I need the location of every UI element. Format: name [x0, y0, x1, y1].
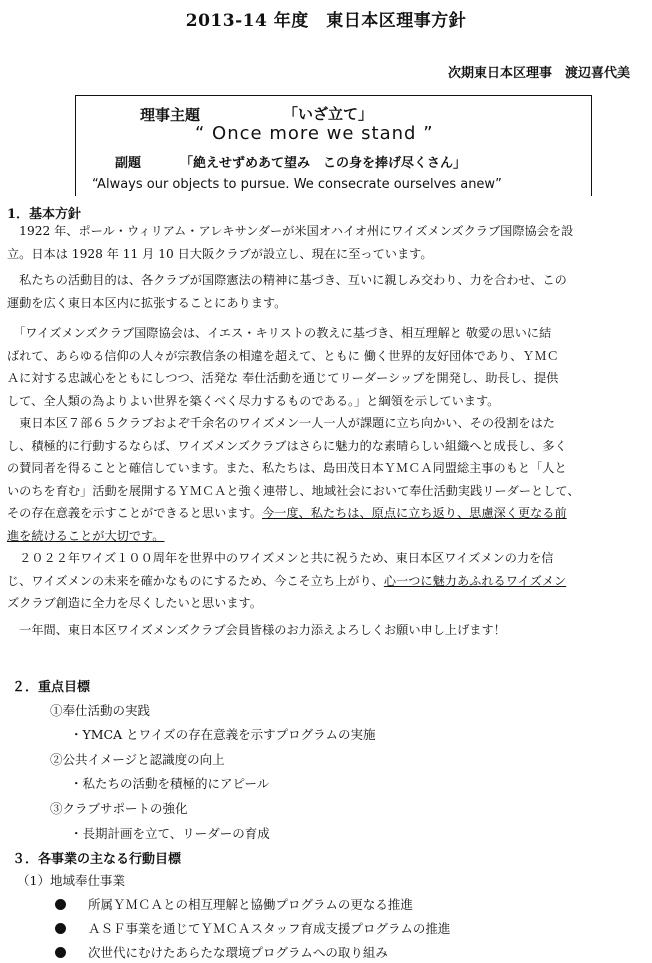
paragraph-line: 東日本区７部６５クラブおよぞ千余名のワイズメン一人一人が課題に立ち向かい、その役割をはた: [7, 416, 555, 430]
bullet-text: 次世代にむけたあらたな環境プログラムへの取り組み: [88, 945, 388, 960]
goal-1-title: ①奉仕活動の実践: [50, 703, 151, 718]
paragraph-line: の賛同者を得ることと確信しています。また、私たちは、島田茂日本ＹＭＣＡ同盟総主事のもと「人と: [7, 461, 567, 475]
subtitle-english: “Always our objects to pursue. We consecrate ourselves anew”: [92, 177, 502, 192]
paragraph-line: 「ワイズメンズクラブ国際協会は、イエス・キリストの教えに基づき、相互理解と 敬愛の思いに結: [7, 326, 552, 340]
paragraph-segment: じ、ワイズメンの未来を確かなものにするため、今こそ立ち上がり、: [7, 573, 384, 588]
bullet-item: [55, 895, 413, 913]
paragraph-line: ズクラブ創造に全力を尽くしたいと思います。: [7, 596, 262, 610]
paragraph-line: 運動を広く東日本区内に拡张することにあります。: [7, 295, 287, 310]
paragraph-line: ２０２２年ワイズ１００周年を世界中のワイズメンと共に祝うため、東日本区ワイズメンの力を信: [7, 551, 554, 565]
goal-3-title: ③クラブサポートの強化: [50, 801, 188, 816]
bullet-dot-icon: [55, 947, 66, 958]
paragraph-line: して、全人類の為よりよい世界を築くべく尽力するものである。」と綱領を示しています。: [7, 393, 500, 408]
goal-3-detail: ・長期計画を立て、リーダーの育成: [70, 826, 270, 841]
paragraph-line: 立。日本は 1928 年 11 月 10 日大阪クラブが設立し、現在に至っています。: [7, 246, 433, 261]
basic-policy-body: [7, 220, 649, 641]
underlined-emphasis: 今一度、私たちは、原点に立ち返り、思慮深く更なる前: [261, 506, 567, 520]
bullet-text: 所属ＹＭＣＡとの相互理解と協働プログラムの更なる推進: [88, 897, 413, 912]
page-title: 2013-14 年度 東日本区理事方針: [185, 11, 467, 31]
subtitle-text: 「絶えせずめあて望み この身を捧げ尽くさん」: [180, 156, 467, 171]
bullet-dot-icon: [55, 899, 66, 910]
bullet-item: [55, 943, 388, 961]
paragraph-segment: その存在意義を示すことができると思います。: [7, 506, 262, 520]
bullet-text: ＡＳＦ事業を通じてＹＭＣＡスタッフ育成支援プログラムの推進: [88, 921, 451, 936]
section3-subheading: （1）地域奉仕事業: [17, 873, 125, 888]
goal-1-detail: ・YMCA とワイズの存在意義を示すプログラムの実施: [70, 727, 376, 742]
paragraph-line: 1922 年、ポール・ウィリアム・アレキサンダーが米国オハイオ州にワイズメンズクラブ国際協会を設: [7, 224, 574, 238]
underlined-emphasis: 進を続けることが大切です。: [7, 528, 165, 543]
goal-2-detail: ・私たちの活動を積極的にアピール: [70, 776, 270, 791]
theme-label: 理事主題: [140, 106, 201, 124]
bullet-item: [55, 919, 450, 937]
subtitle-label: 副題: [115, 156, 142, 171]
paragraph-line: [7, 570, 649, 593]
section2-heading: ２．重点目標: [12, 680, 91, 695]
author-line: 次期東日本区理事 渡辺喜代美: [447, 66, 630, 81]
theme-english: “ Once more we stand ”: [195, 123, 434, 144]
section3-heading: ３．各事業の主なる行動目標: [12, 852, 182, 867]
theme-title: 「いざ立て」: [283, 105, 374, 123]
goal-2-title: ②公共イメージと認識度の向上: [50, 752, 225, 767]
paragraph-line: し、積極的に行動するならば、ワイズメンズクラブはさらに魅力的な素晴らしい組織へと成長し、多く: [7, 438, 567, 453]
paragraph-line: Ａに対する忠誠心をともにしつつ、活発な 奉仕活動を通じてリーダーシップを開発し、助長し、提供: [7, 371, 559, 385]
paragraph-line: [7, 502, 649, 525]
bullet-dot-icon: [55, 923, 66, 934]
paragraph-line: 私たちの活動目的は、各クラブが国際憲法の精神に基づき、互いに親しみ交わり、力を合わせ、この: [7, 273, 567, 287]
paragraph-line: ばれて、あらゆる信仰の人々が宗教信条の相違を超えて、ともに 働く世界的友好団体であり、ＹＭＣ: [7, 348, 559, 363]
underlined-emphasis: 心一つに魅力あふれるワイズメン: [383, 573, 567, 588]
paragraph-line: いのちを育む」活動を展開するＹＭＣＡと強く連帯し、地域社会において奉仕活動実践リーダーとして、: [7, 483, 580, 498]
section1-heading: 1．基本方針: [7, 207, 82, 222]
paragraph-line: 一年間、東日本区ワイズメンズクラブ会員皆様のお力添えよろしくお願い申し上げます！: [7, 622, 506, 637]
